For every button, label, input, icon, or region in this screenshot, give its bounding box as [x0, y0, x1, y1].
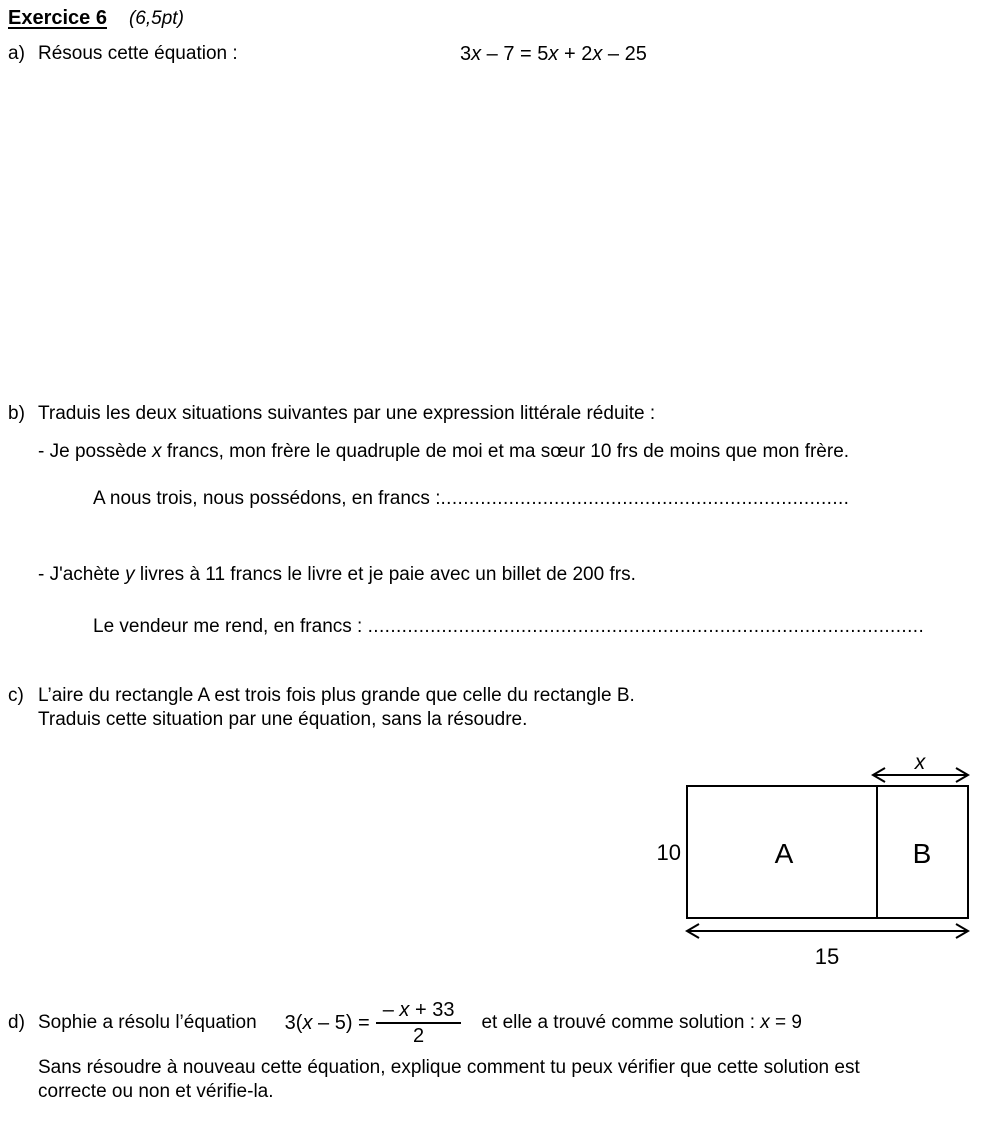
item-d-solution-text: et elle a trouvé comme solution : x = 9 [481, 1012, 803, 1033]
item-d [8, 999, 802, 1047]
item-a [8, 42, 238, 66]
item-b-answer1 [93, 487, 849, 511]
rectangles-diagram [600, 745, 997, 985]
item-b-situation2: - J'achète y livres à 11 francs le livre et je paie avec un billet de 200 frs. [38, 564, 636, 585]
width-dimension-label: 15 [814, 944, 840, 969]
item-a-label: a) [8, 43, 25, 64]
item-b-answer2-prompt: Le vendeur me rend, en francs : [93, 616, 368, 637]
item-b-answer1-prompt: A nous trois, nous possédons, en francs : [93, 488, 441, 509]
item-b-answer2 [93, 615, 924, 639]
item-c-label: c) [8, 685, 24, 706]
item-a-prompt: Résous cette équation : [38, 43, 238, 64]
height-label: 10 [656, 840, 681, 865]
fraction-denominator: 2 [413, 1025, 425, 1047]
item-c [8, 684, 635, 708]
item-b-answer1-dotted-line: ........................................................................ [440, 488, 850, 509]
exercise-points: (6,5pt) [128, 8, 184, 29]
item-d-note-line1: Sans résoudre à nouveau cette équation, explique comment tu peux vérifier que cette solution est [38, 1057, 860, 1078]
item-d-note-line2: correcte ou non et vérifie-la. [38, 1081, 274, 1102]
item-c-line1: L’aire du rectangle A est trois fois plus grande que celle du rectangle B. [38, 685, 635, 706]
item-c-line2: Traduis cette situation par une équation, sans la résoudre. [38, 709, 528, 730]
item-b-situation1: - Je possède x francs, mon frère le quadruple de moi et ma sœur 10 frs de moins que mon frère. [38, 441, 850, 462]
rect-b-label: B [912, 838, 932, 869]
item-d-label: d) [8, 1012, 25, 1033]
item-b-label: b) [8, 403, 25, 424]
item-d-prompt: Sophie a résolu l’équation [38, 1012, 257, 1033]
fraction-numerator: – x + 33 [376, 999, 462, 1024]
item-d-fraction [376, 999, 462, 1047]
exercise-header [8, 6, 184, 31]
width-dimension-arrow [687, 924, 968, 938]
item-d-note [38, 1056, 860, 1104]
item-b-answer2-dotted-line: .................................................................................................. [367, 616, 925, 637]
item-d-equation-left: 3(x – 5) = [284, 1012, 370, 1034]
item-a-equation: 3x – 7 = 5x + 2x – 25 [460, 43, 647, 65]
rect-a-label: A [774, 838, 794, 869]
exercise-title: Exercice 6 [8, 7, 107, 29]
item-b [8, 402, 655, 426]
x-dimension-label: x [914, 751, 926, 774]
item-b-prompt: Traduis les deux situations suivantes par une expression littérale réduite : [38, 403, 656, 424]
